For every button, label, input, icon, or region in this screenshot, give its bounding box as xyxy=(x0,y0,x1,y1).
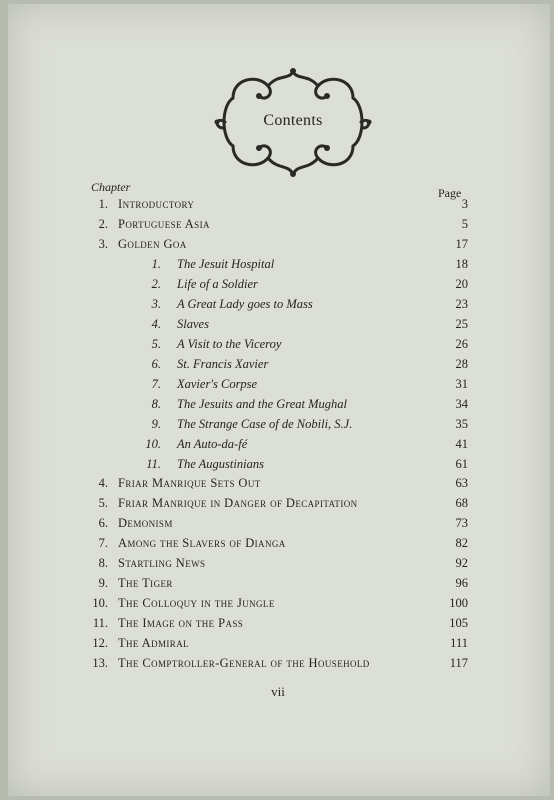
chapter-column-label: Chapter xyxy=(91,180,131,194)
entry-title: Friar Manrique in Danger of Decapitation xyxy=(118,496,358,510)
entry-title: The Jesuits and the Great Mughal xyxy=(177,397,348,411)
entry-title: An Auto-da-fé xyxy=(177,437,248,451)
entry-title: Golden Goa xyxy=(118,237,187,251)
entry-number: 2. xyxy=(98,217,108,231)
entry-title: The Tiger xyxy=(118,576,173,590)
entry-page-number: 31 xyxy=(455,377,468,391)
entry-number: 11. xyxy=(92,616,108,630)
entry-page-number: 105 xyxy=(449,616,468,630)
section-entry xyxy=(8,437,550,457)
entry-number: 11. xyxy=(146,457,161,471)
entry-number: 7. xyxy=(151,377,161,391)
chapter-entry xyxy=(8,616,550,636)
entry-title: St. Francis Xavier xyxy=(177,357,269,371)
section-entry xyxy=(8,397,550,417)
chapter-entry xyxy=(8,237,550,257)
entry-title: A Visit to the Viceroy xyxy=(177,337,282,351)
entry-page-number: 68 xyxy=(455,496,468,510)
entry-number: 4. xyxy=(151,317,161,331)
entry-number: 10. xyxy=(145,437,161,451)
entry-title: Startling News xyxy=(118,556,206,570)
entry-page-number: 61 xyxy=(455,457,468,471)
entry-title: Xavier's Corpse xyxy=(177,377,258,391)
chapter-entry xyxy=(8,516,550,536)
book-page xyxy=(8,4,550,796)
entry-title: Friar Manrique Sets Out xyxy=(118,476,261,490)
entry-title: Demonism xyxy=(118,516,173,530)
section-entry xyxy=(8,417,550,437)
entry-page-number: 92 xyxy=(455,556,468,570)
entry-title: The Augustinians xyxy=(177,457,264,471)
entry-title: Among the Slavers of Dianga xyxy=(118,536,286,550)
section-entry xyxy=(8,257,550,277)
chapter-entry xyxy=(8,636,550,656)
entry-page-number: 18 xyxy=(455,257,468,271)
entry-page-number: 35 xyxy=(455,417,468,431)
entry-number: 4. xyxy=(98,476,108,490)
entry-page-number: 41 xyxy=(455,437,468,451)
entry-page-number: 100 xyxy=(449,596,468,610)
section-entry xyxy=(8,357,550,377)
entry-title: The Strange Case of de Nobili, S.J. xyxy=(177,417,353,431)
entry-number: 12. xyxy=(92,636,108,650)
entry-title: Introductory xyxy=(118,197,195,211)
entry-page-number: 20 xyxy=(455,277,468,291)
entry-title: Life of a Soldier xyxy=(177,277,258,291)
entry-page-number: 25 xyxy=(455,317,468,331)
entry-title: The Image on the Pass xyxy=(118,616,244,630)
entry-number: 1. xyxy=(151,257,161,271)
entry-page-number: 111 xyxy=(450,636,468,650)
entry-number: 9. xyxy=(98,576,108,590)
entry-number: 8. xyxy=(98,556,108,570)
page-column-label: Page xyxy=(438,186,462,200)
page-folio: vii xyxy=(271,684,285,699)
entry-number: 3. xyxy=(98,237,108,251)
entry-number: 9. xyxy=(151,417,161,431)
entry-title: The Admiral xyxy=(118,636,189,650)
entry-number: 2. xyxy=(151,277,161,291)
entry-page-number: 3 xyxy=(461,197,468,211)
entry-page-number: 96 xyxy=(455,576,468,590)
chapter-entry xyxy=(8,197,550,217)
entry-number: 6. xyxy=(151,357,161,371)
section-entry xyxy=(8,457,550,477)
entry-page-number: 28 xyxy=(455,357,468,371)
chapter-entry xyxy=(8,556,550,576)
section-entry xyxy=(8,377,550,397)
section-entry xyxy=(8,337,550,357)
entry-page-number: 73 xyxy=(455,516,468,530)
entry-number: 7. xyxy=(98,536,108,550)
entry-title: A Great Lady goes to Mass xyxy=(177,297,313,311)
entry-page-number: 82 xyxy=(455,536,468,550)
entry-number: 1. xyxy=(98,197,108,211)
entry-number: 6. xyxy=(98,516,108,530)
entry-page-number: 117 xyxy=(449,656,468,670)
entry-title: Portuguese Asia xyxy=(118,217,210,231)
chapter-entry xyxy=(8,536,550,556)
entry-number: 5. xyxy=(151,337,161,351)
chapter-entry xyxy=(8,476,550,496)
entry-number: 8. xyxy=(151,397,161,411)
entry-page-number: 26 xyxy=(455,337,468,351)
section-entry xyxy=(8,277,550,297)
chapter-entry xyxy=(8,496,550,516)
entry-number: 5. xyxy=(98,496,108,510)
chapter-entry xyxy=(8,656,550,676)
entry-title: Slaves xyxy=(177,317,209,331)
section-entry xyxy=(8,317,550,337)
section-entry xyxy=(8,297,550,317)
chapter-entry xyxy=(8,576,550,596)
entry-number: 3. xyxy=(151,297,161,311)
entry-number: 10. xyxy=(92,596,108,610)
entry-page-number: 23 xyxy=(455,297,468,311)
chapter-entry xyxy=(8,596,550,616)
entry-page-number: 34 xyxy=(455,397,468,411)
entry-title: The Comptroller-General of the Household xyxy=(118,656,370,670)
entry-number: 13. xyxy=(92,656,108,670)
entry-page-number: 63 xyxy=(455,476,468,490)
entry-page-number: 5 xyxy=(461,217,468,231)
chapter-entry xyxy=(8,217,550,237)
page-title: Contents xyxy=(263,112,323,129)
entry-title: The Jesuit Hospital xyxy=(177,257,275,271)
entry-title: The Colloquy in the Jungle xyxy=(118,596,275,610)
entry-page-number: 17 xyxy=(455,237,468,251)
